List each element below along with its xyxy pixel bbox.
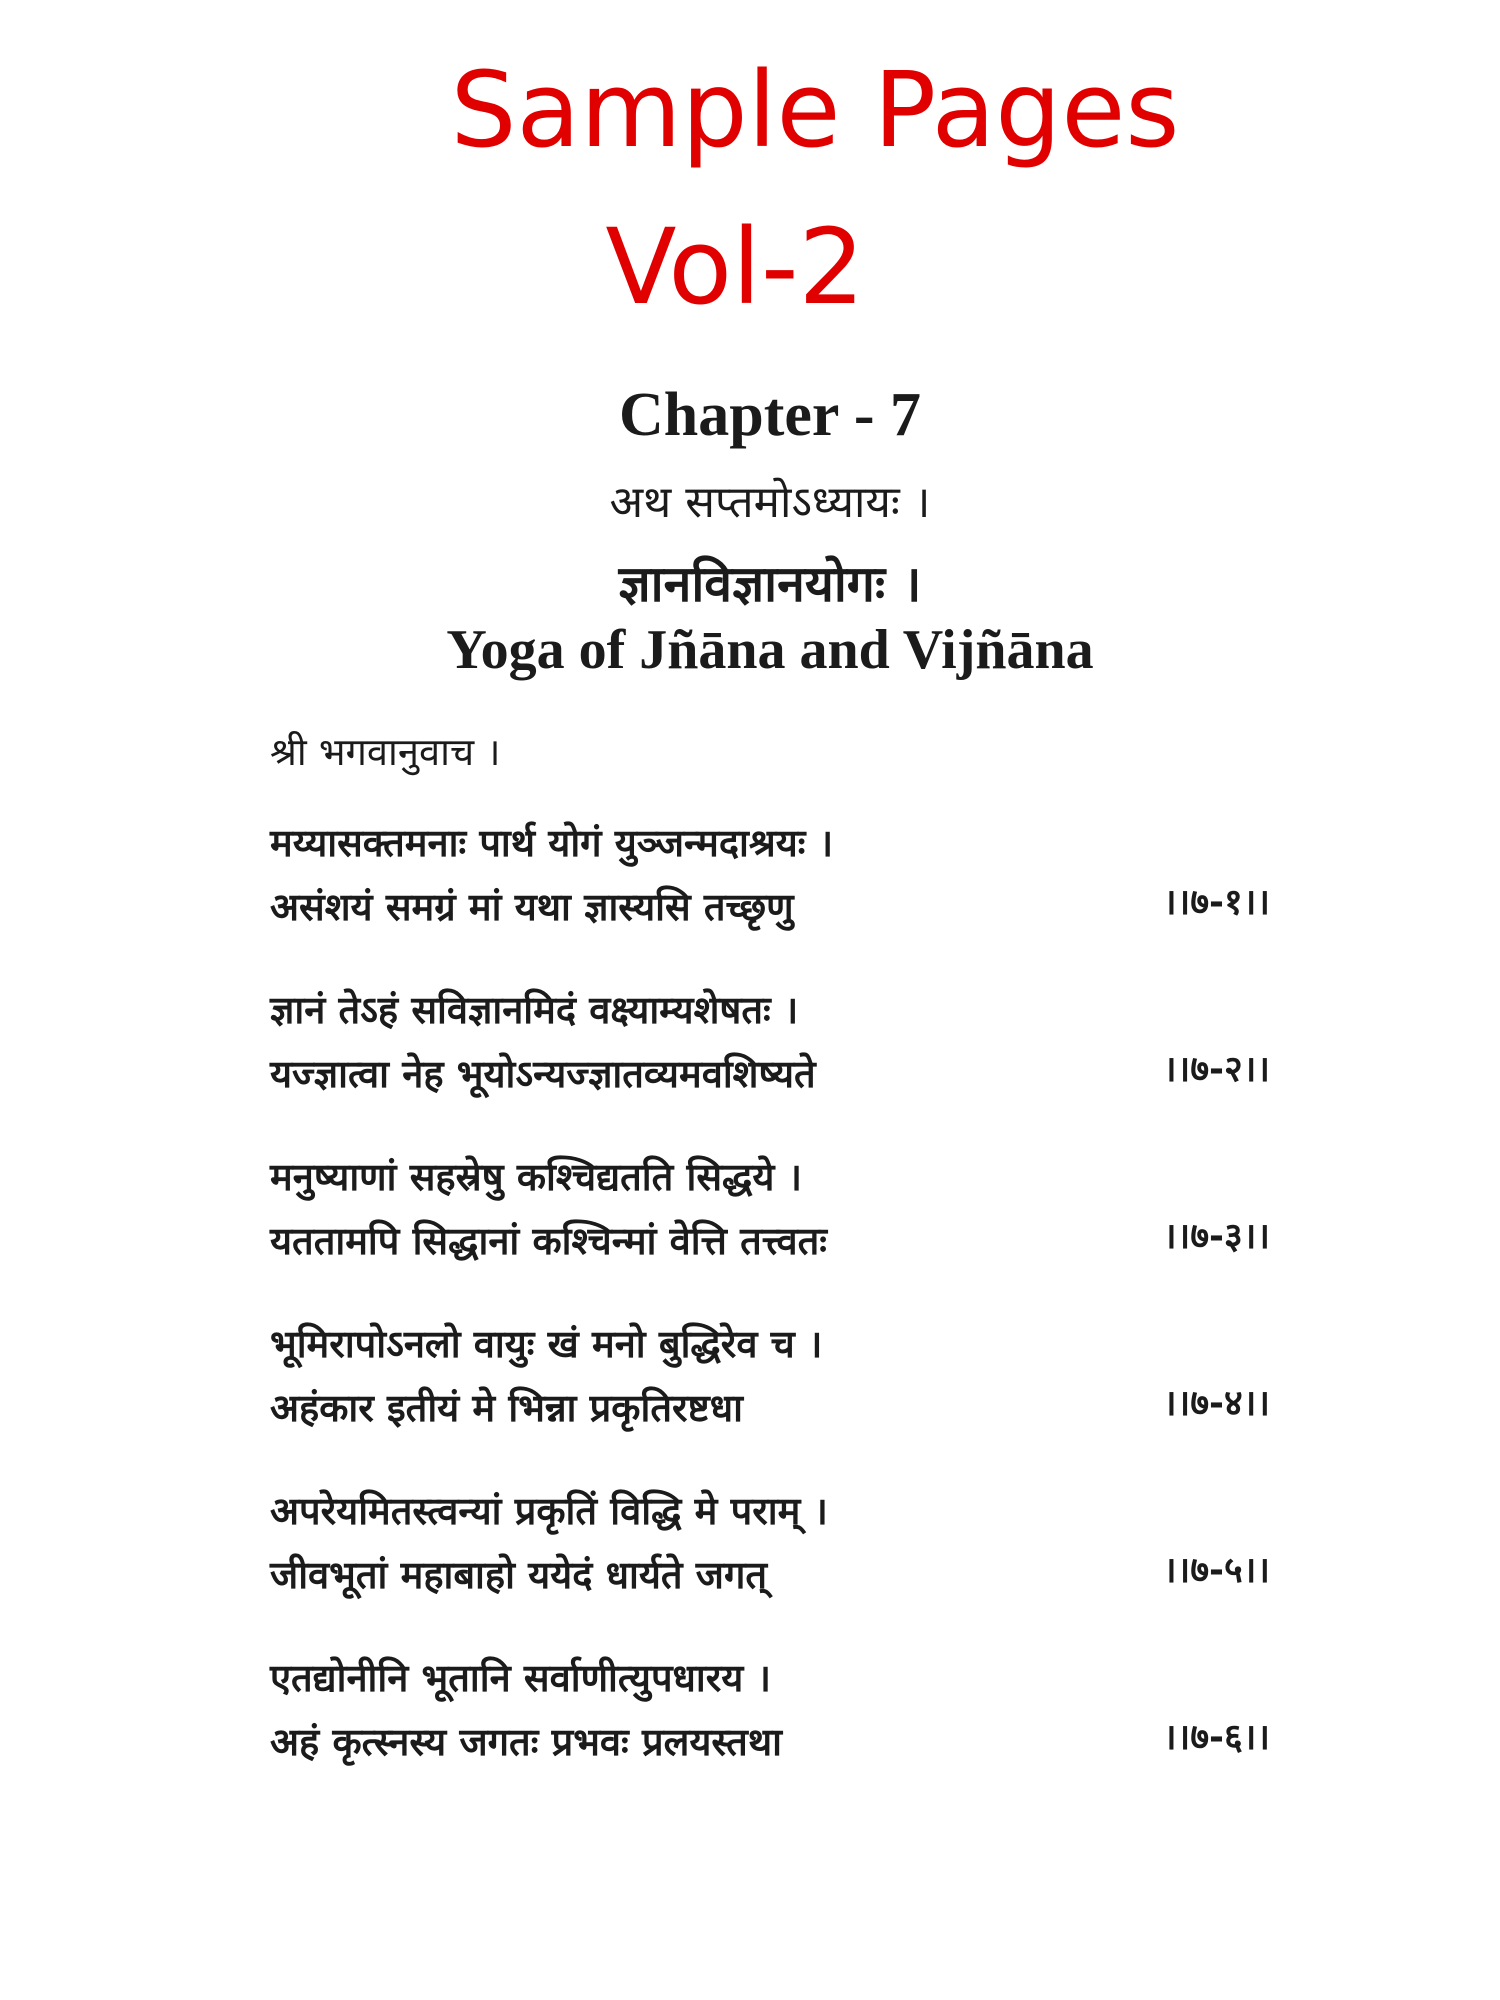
verse-number: ।।७-६।। — [1163, 1717, 1270, 1758]
verse — [270, 1647, 1270, 1814]
verse-line-2: अहंकार इतीयं मे भिन्ना प्रकृतिरष्टधा — [270, 1385, 743, 1430]
verse-number: ।।७-४।। — [1163, 1383, 1270, 1424]
verse-line-1: मय्यासक्तमनाः पार्थ योगं युञ्जन्मदाश्रयः । — [270, 821, 834, 865]
verse-line-1: ज्ञानं तेऽहं सविज्ञानमिदं वक्ष्याम्यशेषतः । — [270, 988, 799, 1032]
yoga-english-title: Yoga of Jñāna and Vijñāna — [446, 619, 1094, 681]
verse — [270, 1146, 1270, 1313]
sample-pages-label: Sample Pages — [450, 49, 1180, 171]
verse-number: ।।७-१।। — [1163, 882, 1270, 923]
verse-list — [270, 812, 1270, 1814]
verse-line-2: जीवभूतां महाबाहो ययेदं धार्यते जगत् — [270, 1552, 768, 1597]
verse-line-1: भूमिरापोऽनलो वायुः खं मनो बुद्धिरेव च । — [270, 1322, 823, 1366]
verse — [270, 812, 1270, 979]
chapter-sanskrit-title: अथ सप्तमोऽध्यायः । — [609, 477, 931, 528]
verse-number: ।।७-५।। — [1163, 1550, 1270, 1591]
yoga-sanskrit-title: ज्ञानविज्ञानयोगः । — [618, 555, 922, 613]
verse — [270, 979, 1270, 1146]
verse-line-1: मनुष्याणां सहस्रेषु कश्चिद्यतति सिद्धये । — [270, 1155, 803, 1199]
verse-number: ।।७-३।। — [1163, 1216, 1270, 1257]
verse-line-2: अहं कृत्स्नस्य जगतः प्रभवः प्रलयस्तथा — [270, 1719, 782, 1764]
verse-line-1: अपरेयमितस्त्वन्यां प्रकृतिं विद्धि मे पराम् । — [270, 1489, 828, 1533]
verse — [270, 1313, 1270, 1480]
verse-number: ।।७-२।। — [1163, 1049, 1270, 1090]
chapter-heading: Chapter - 7 — [619, 381, 921, 449]
verse-line-2: असंशयं समग्रं मां यथा ज्ञास्यसि तच्छृणु — [270, 884, 794, 929]
verse-line-1: एतद्योनीनि भूतानि सर्वाणीत्युपधारय । — [270, 1656, 771, 1700]
speaker-line: श्री भगवानुवाच । — [270, 730, 501, 774]
volume-label: Vol-2 — [605, 206, 865, 328]
verse-line-2: यज्ज्ञात्वा नेह भूयोऽन्यज्ज्ञातव्यमवशिष्यते — [270, 1051, 816, 1096]
verse — [270, 1480, 1270, 1647]
verse-line-2: यततामपि सिद्धानां कश्चिन्मां वेत्ति तत्त्वतः — [270, 1218, 827, 1263]
